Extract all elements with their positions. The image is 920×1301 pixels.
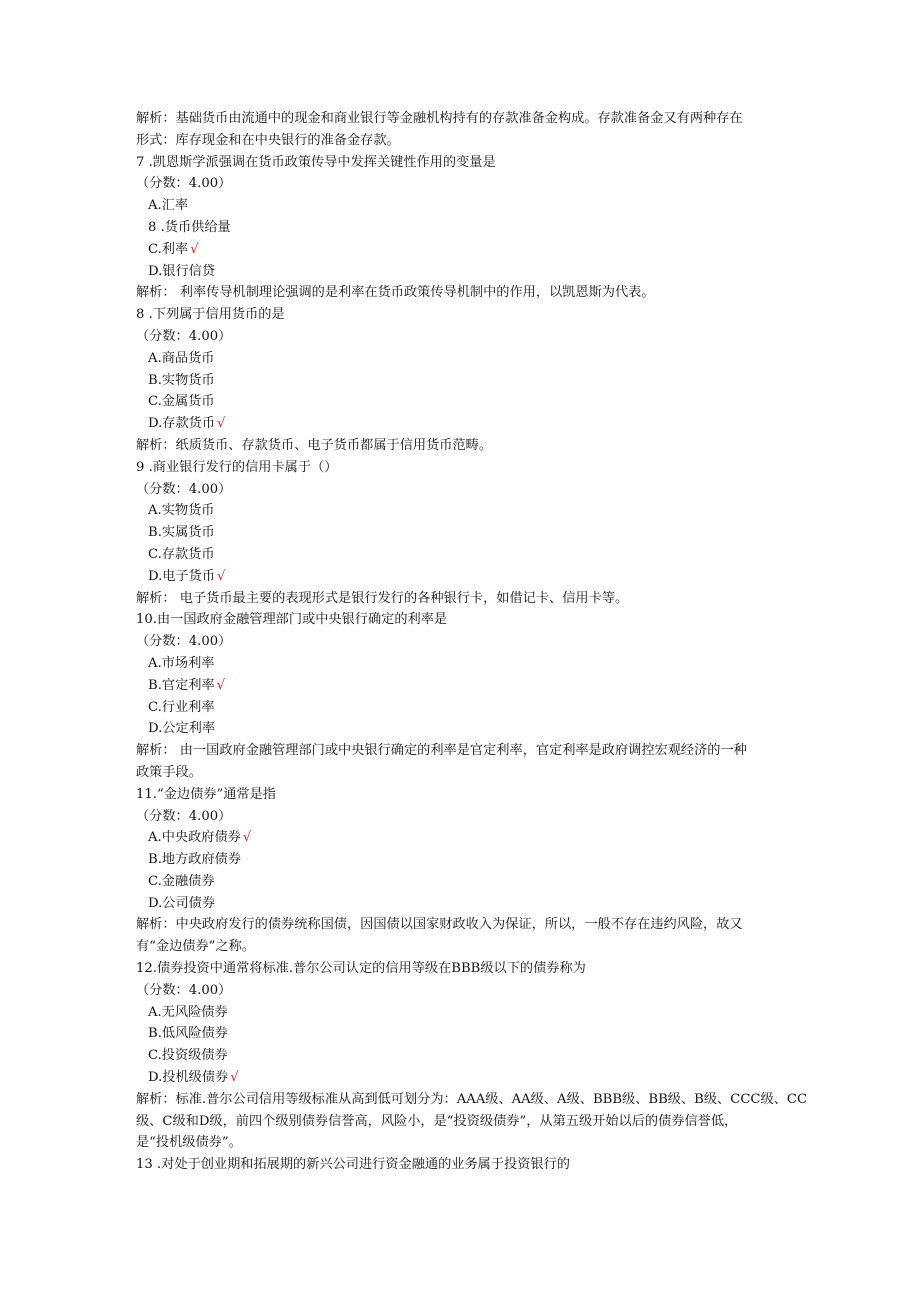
score-label-label: （分数：4.00） xyxy=(136,328,232,344)
answer-option-label: A.市场利率 xyxy=(148,655,215,671)
answer-option-label: C.利率 xyxy=(148,241,189,257)
answer-option xyxy=(136,195,786,217)
answer-option-label: B.地方政府债券 xyxy=(148,852,242,868)
answer-option xyxy=(136,871,786,893)
analysis-line: 解析：纸质货币、存款货币、电子货币都属于信用货币范畴。 xyxy=(136,437,493,453)
answer-option xyxy=(136,348,786,370)
question-text xyxy=(136,1154,786,1176)
answer-option xyxy=(136,1023,786,1045)
question-text xyxy=(136,457,786,479)
question-text xyxy=(136,304,786,326)
score-label-label: （分数：4.00） xyxy=(136,481,232,497)
analysis-line: 解析：基础货币由流通中的现金和商业银行等金融机构持有的存款准备金构成。存款准备金又有两种存在 xyxy=(136,111,743,126)
question-text-label: 9 .商业银行发行的信用卡属于（） xyxy=(136,459,338,475)
question-text xyxy=(136,958,786,980)
answer-option-label: A.无风险债券 xyxy=(148,1004,228,1020)
answer-option-label: A.商品货币 xyxy=(148,350,215,366)
question-text xyxy=(136,784,786,806)
answer-option xyxy=(136,544,786,566)
answer-option-label: C.金融债券 xyxy=(148,873,215,889)
answer-option xyxy=(136,522,786,544)
score-label xyxy=(136,806,786,828)
correct-check-icon: √ xyxy=(230,1070,239,1086)
analysis-line: 解析：标准.普尔公司信用等级标准从高到低可划分为：AAA级、AA级、A级、BBB级、BB级、B级、CCC级、CC xyxy=(136,1091,808,1107)
answer-option-label: D.银行信贷 xyxy=(148,263,216,279)
answer-option-label: D.投机级债券 xyxy=(148,1070,229,1086)
question-text-label: 7 .凯恩斯学派强调在货币政策传导中发挥关键性作用的变量是 xyxy=(136,154,496,170)
answer-option xyxy=(136,718,786,740)
answer-option-label: D.公司债券 xyxy=(148,895,216,911)
answer-option-label: D.电子货币 xyxy=(148,568,216,584)
answer-option xyxy=(136,217,786,239)
score-label xyxy=(136,980,786,1002)
answer-option-label: 8 .货币供给量 xyxy=(148,219,231,235)
answer-option-label: C.金属货币 xyxy=(148,394,215,410)
correct-check-icon: √ xyxy=(190,241,199,257)
answer-option-label: B.实物货币 xyxy=(148,372,215,388)
analysis-line: 解析： 电子货币最主要的表现形式是银行发行的各种银行卡，如借记卡、信用卡等。 xyxy=(136,590,629,606)
score-label-label: （分数：4.00） xyxy=(136,982,232,998)
document-body xyxy=(136,108,808,1176)
analysis-line: 是“投机级债券”。 xyxy=(136,1135,242,1151)
score-label xyxy=(136,326,786,348)
answer-option-label: B.实属货币 xyxy=(148,525,215,541)
answer-option xyxy=(136,893,786,915)
answer-option xyxy=(136,500,786,522)
answer-option xyxy=(136,827,786,849)
answer-option xyxy=(136,413,786,435)
answer-option-label: A.中央政府债券 xyxy=(148,830,241,846)
question-text-label: 12.债券投资中通常将标准.普尔公司认定的信用等级在BBB级以下的债券称为 xyxy=(136,961,586,977)
correct-check-icon: √ xyxy=(217,416,226,432)
answer-option-label: A.实物货币 xyxy=(148,503,215,519)
question-text-label: 11.“金边债券”通常是指 xyxy=(136,786,276,802)
score-label xyxy=(136,173,786,195)
answer-option xyxy=(136,697,786,719)
answer-option xyxy=(136,370,786,392)
question-text-label: 8 .下列属于信用货币的是 xyxy=(136,307,285,323)
analysis-line: 级、C级和D级，前四个级别债券信誉高，风险小，是“投资级债券”，从第五级开始以后的债券信誉低， xyxy=(136,1113,738,1129)
score-label-label: （分数：4.00） xyxy=(136,634,232,650)
score-label xyxy=(136,631,786,653)
answer-option-label: B.低风险债券 xyxy=(148,1026,228,1042)
answer-option-label: C.投资级债券 xyxy=(148,1048,228,1064)
answer-option-label: D.公定利率 xyxy=(148,721,216,737)
question-text-label: 10.由一国政府金融管理部门或中央银行确定的利率是 xyxy=(136,612,448,628)
answer-option-label: D.存款货币 xyxy=(148,416,216,432)
analysis-line: 有“金边债券”之称。 xyxy=(136,939,255,955)
answer-option-label: C.存款货币 xyxy=(148,546,215,562)
analysis-line: 政策手段。 xyxy=(136,764,202,780)
question-text xyxy=(136,152,786,174)
analysis-line: 解析：中央政府发行的债券统称国债，因国债以国家财政收入为保证，所以，一般不存在违约风险，故又 xyxy=(136,917,743,933)
score-label-label: （分数：4.00） xyxy=(136,808,232,824)
answer-option-label: A.汇率 xyxy=(148,198,189,214)
answer-option-label: B.官定利率 xyxy=(148,677,215,693)
analysis-line: 解析： 由一国政府金融管理部门或中央银行确定的利率是官定利率，官定利率是政府调控宏观经济的一种 xyxy=(136,743,747,759)
analysis-line: 形式：库存现金和在中央银行的准备金存款。 xyxy=(136,132,400,148)
correct-check-icon: √ xyxy=(216,677,226,693)
answer-option xyxy=(136,261,786,283)
score-label-label: （分数：4.00） xyxy=(136,176,232,192)
answer-option xyxy=(136,566,786,588)
correct-check-icon: √ xyxy=(217,568,226,584)
answer-option xyxy=(136,1002,786,1024)
question-text xyxy=(136,609,786,631)
answer-option xyxy=(136,239,786,261)
answer-option xyxy=(136,675,786,697)
score-label xyxy=(136,479,786,501)
correct-check-icon: √ xyxy=(242,830,252,846)
answer-option xyxy=(136,1045,786,1067)
answer-option-label: C.行业利率 xyxy=(148,699,215,715)
question-text-label: 13 .对处于创业期和拓展期的新兴公司进行资金融通的业务属于投资银行的 xyxy=(136,1157,570,1173)
answer-option xyxy=(136,653,786,675)
answer-option xyxy=(136,391,786,413)
analysis-line: 解析： 利率传导机制理论强调的是利率在货币政策传导机制中的作用，以凯恩斯为代表。 xyxy=(136,285,655,301)
answer-option xyxy=(136,849,786,871)
answer-option xyxy=(136,1067,786,1089)
